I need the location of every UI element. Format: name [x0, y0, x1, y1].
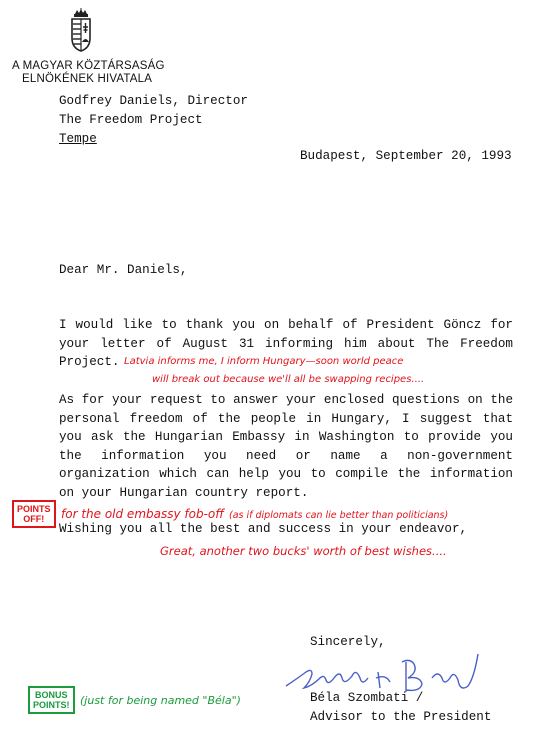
coat-of-arms-icon	[68, 8, 94, 52]
paragraph-line: the information you need or name a non-government	[59, 448, 513, 463]
letterhead-line-1: A MAGYAR KÖZTÁRSASÁG	[12, 60, 165, 72]
paragraph-line: on your Hungarian country report.	[59, 485, 309, 500]
stamp-line: BONUS	[35, 690, 68, 700]
paragraph-request	[59, 391, 513, 503]
paragraph-line: organization which can help you to compile the information	[59, 467, 513, 482]
paragraph-line: I would like to thank you on behalf of President Göncz for	[59, 318, 513, 332]
paragraph-line: your letter of August 31 informing him about The Freedom	[59, 336, 513, 351]
annotation-named-bela: (just for being named "Béla")	[80, 694, 241, 707]
wishing-line: Wishing you all the best and success in your endeavor,	[59, 522, 468, 536]
paragraph-line: Project.	[59, 355, 120, 370]
annotation-aside: (as if diplomats can lie better than politicians)	[229, 510, 449, 521]
signatory-name: Béla Szombati /	[310, 691, 424, 705]
stamp-line: POINTS!	[33, 700, 70, 710]
recipient-name: Godfrey Daniels, Director	[59, 94, 248, 108]
closing: Sincerely,	[310, 635, 386, 649]
annotation-best-wishes: Great, another two bucks' worth of best wishes....	[160, 544, 447, 558]
paragraph-line: As for your request to answer your enclosed questions on the	[59, 393, 513, 407]
annotation-world-peace-line1: Latvia informs me, I inform Hungary—soon world peace	[124, 356, 404, 367]
annotation-world-peace-line2: will break out because we'll all be swapping recipes....	[152, 374, 425, 385]
points-off-stamp	[12, 500, 56, 528]
recipient-city: Tempe	[59, 132, 97, 146]
bonus-points-stamp	[28, 686, 75, 714]
stamp-line: POINTS	[17, 504, 51, 514]
annotation-main: for the old embassy fob-off	[61, 507, 224, 521]
letter-date: Budapest, September 20, 1993	[300, 149, 512, 163]
paragraph-line: personal freedom of the people in Hungary, I suggest that	[59, 411, 513, 426]
stamp-line: OFF!	[23, 514, 45, 524]
annotation-embassy-fob-off	[61, 503, 448, 522]
recipient-organization: The Freedom Project	[59, 113, 203, 127]
letterhead-line-2: ELNÖKÉNEK HIVATALA	[22, 73, 153, 85]
salutation: Dear Mr. Daniels,	[59, 263, 188, 277]
signatory-title: Advisor to the President	[310, 710, 492, 724]
paragraph-line: you ask the Hungarian Embassy in Washington to provide you	[59, 430, 513, 445]
